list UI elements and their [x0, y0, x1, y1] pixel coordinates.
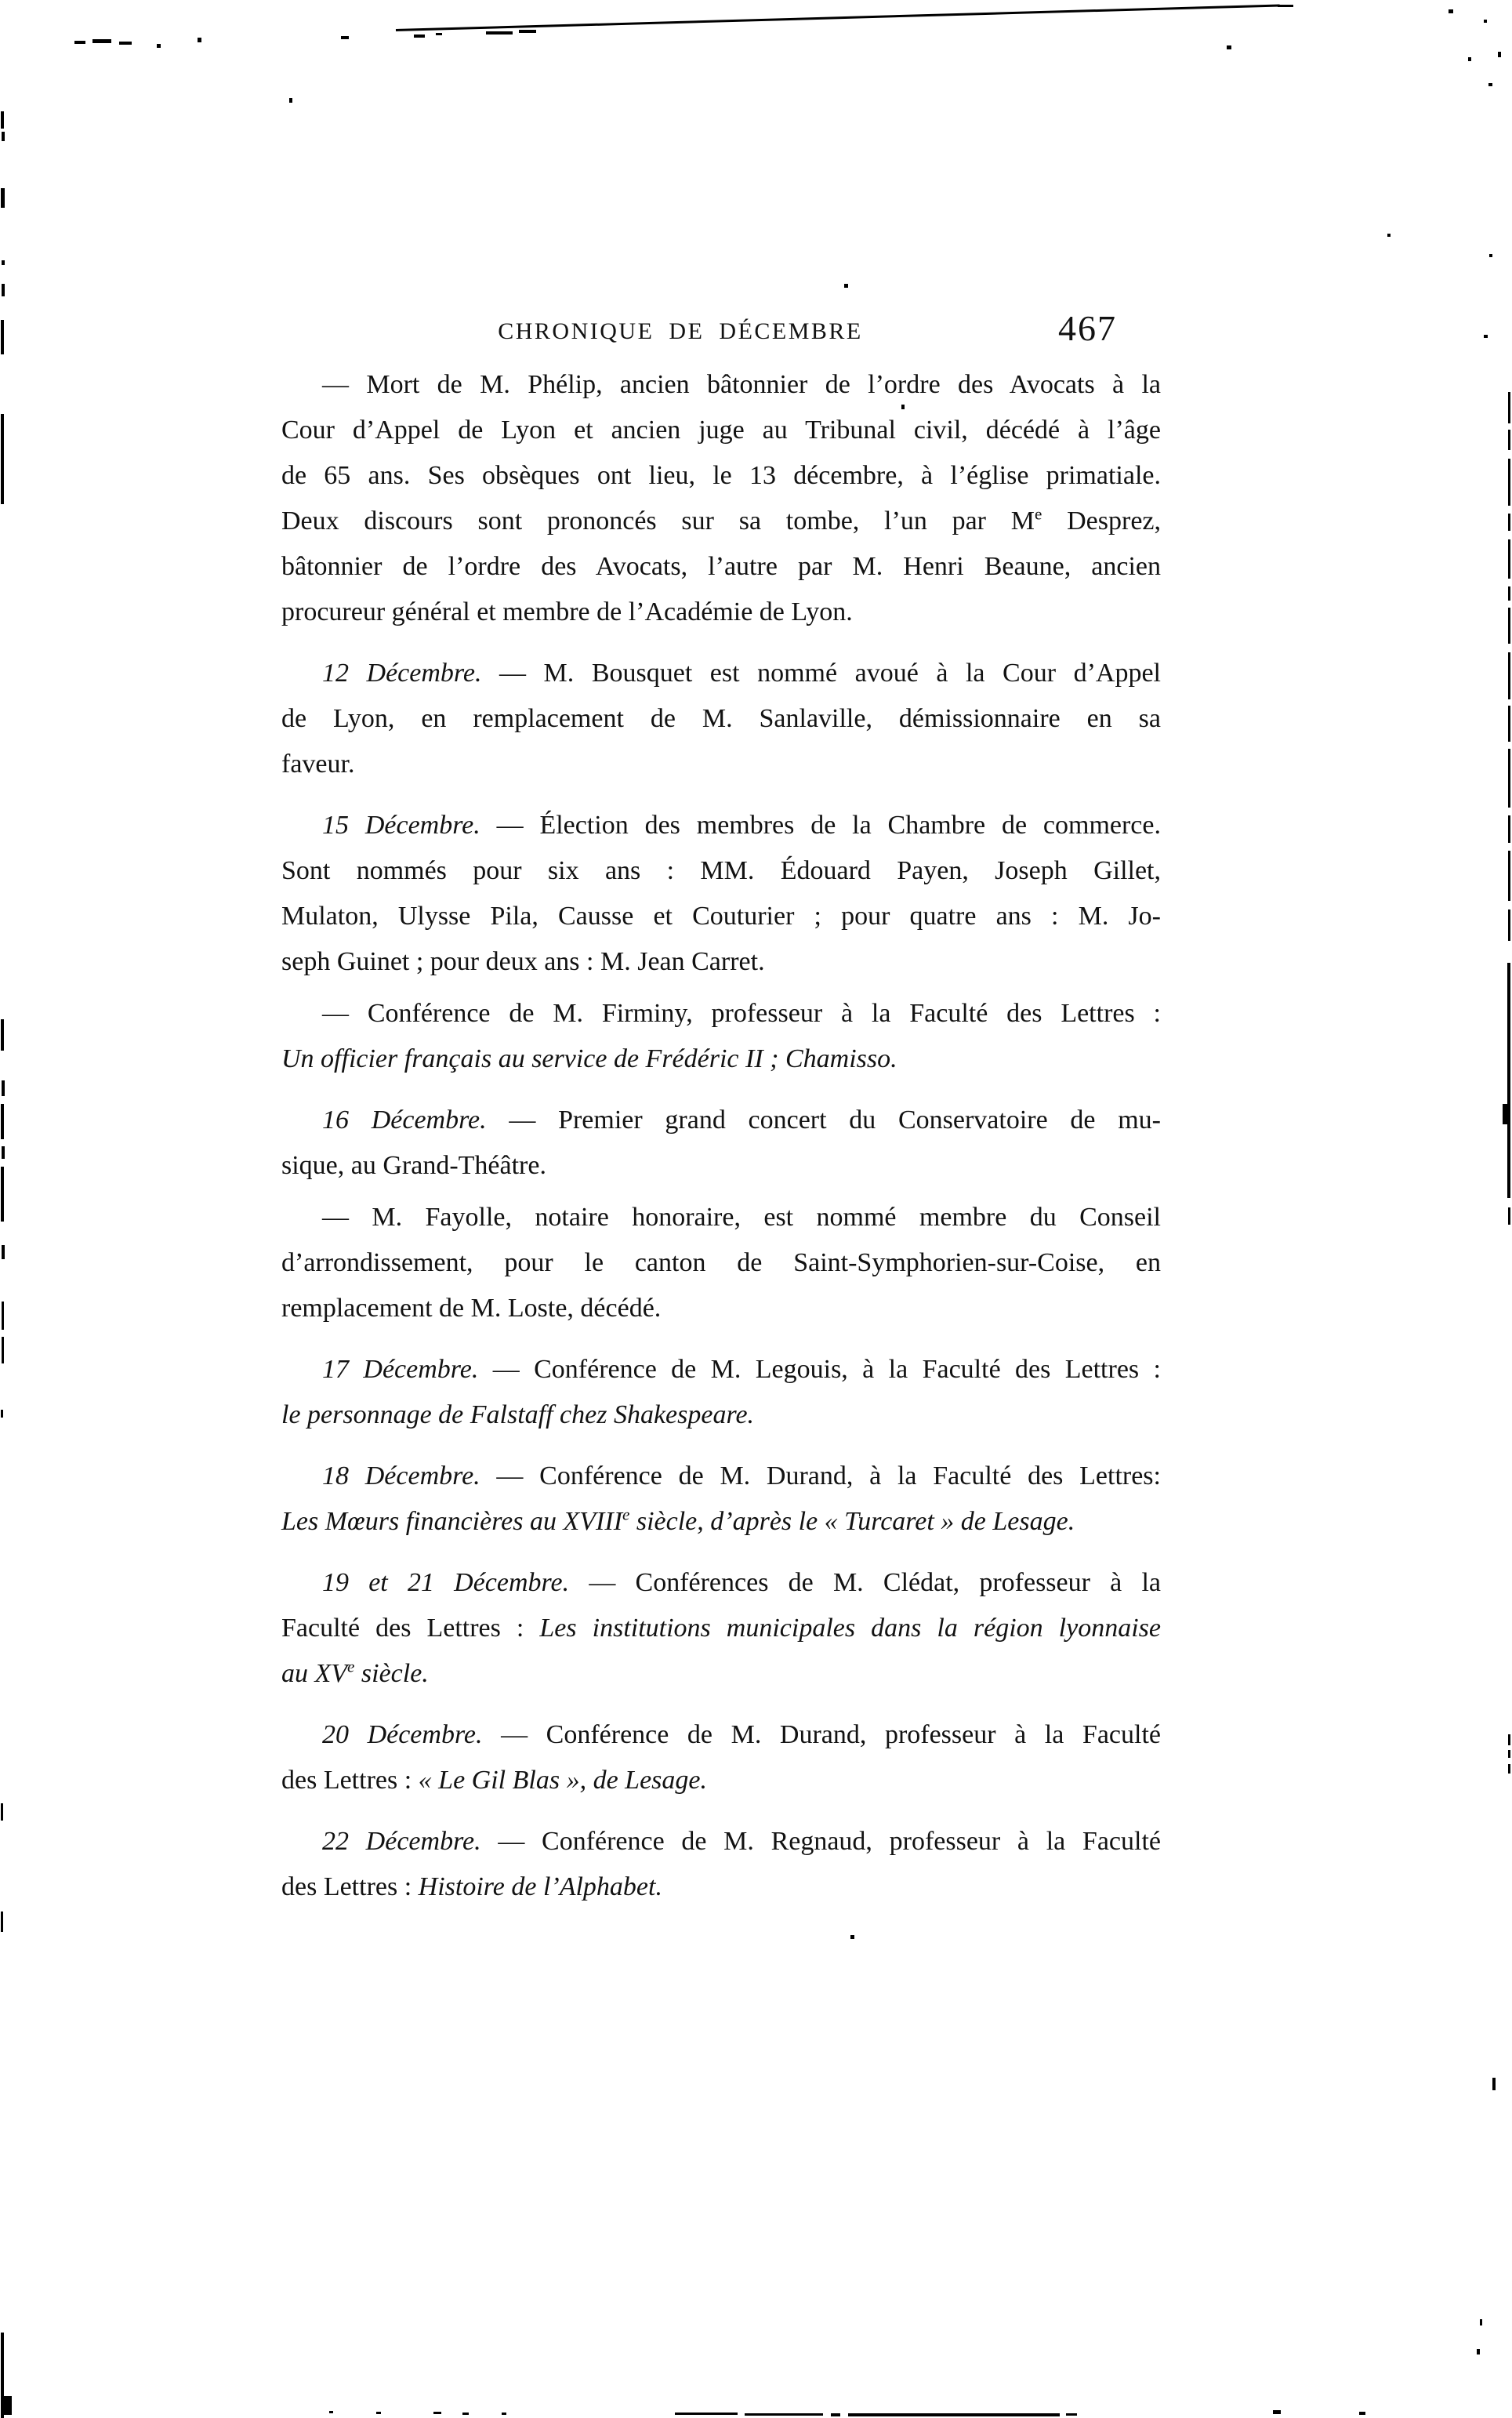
scan-mark: [396, 5, 1280, 31]
scan-mark: [850, 1935, 854, 1939]
body-text: seph Guinet ; pour deux ans : M. Jean Carret.: [281, 947, 765, 976]
chronicle-entry: [281, 1560, 1161, 1697]
body-text: remplacement de M. Loste, décédé.: [281, 1294, 662, 1323]
scan-mark: [376, 2412, 381, 2414]
text-line: [281, 1392, 1161, 1438]
scan-mark: [1273, 2410, 1281, 2414]
body-text: Faculté des Lettres :: [281, 1614, 540, 1643]
body-text: — Conférence de M. Durand, à la Faculté des Lettres:: [480, 1461, 1161, 1490]
text-line: [281, 499, 1161, 544]
text-line: [281, 1454, 1161, 1499]
text-line: [281, 1758, 1161, 1803]
scan-mark: [2, 260, 5, 265]
italic-text: Les institutions municipales dans la région lyonnaise: [539, 1614, 1161, 1643]
scan-mark: [433, 2412, 441, 2414]
scan-mark: [157, 44, 161, 48]
scan-mark: [1484, 335, 1488, 338]
text-line: [281, 362, 1161, 408]
body-text: — Mort de M. Phélip, ancien bâtonnier de l’ordre des Avocats à la: [322, 370, 1161, 399]
scan-mark: [1, 1410, 3, 1418]
running-head: CHRONIQUE DE DÉCEMBRE: [498, 318, 863, 344]
text-line: [281, 1037, 1161, 1082]
scan-mark: [436, 33, 442, 35]
text-line: [281, 1286, 1161, 1331]
text-line: [281, 1864, 1161, 1910]
body-text: — Premier grand concert du Conservatoire de mu-: [486, 1106, 1161, 1135]
text-line: [281, 1499, 1161, 1545]
italic-text: 17 Décembre.: [322, 1355, 479, 1384]
scan-mark: [1508, 749, 1510, 808]
text-line: [281, 408, 1161, 453]
italic-text: « Le Gil Blas », de Lesage.: [418, 1766, 707, 1795]
scan-mark: [2, 1080, 5, 1096]
scan-mark: [1477, 2349, 1480, 2354]
scan-mark: [1489, 254, 1492, 257]
scan-mark: [844, 284, 848, 288]
text-line: [281, 696, 1161, 742]
body-text: — Conférence de M. Firminy, professeur à la Faculté des Lettres :: [322, 999, 1161, 1028]
text-line: [281, 894, 1161, 939]
text-line: [281, 803, 1161, 848]
scan-mark: [2, 1146, 5, 1159]
italic-text: au XV: [281, 1659, 348, 1688]
scan-mark: [1503, 1104, 1510, 1124]
scan-mark: [486, 31, 513, 34]
italic-text: siècle.: [354, 1659, 429, 1688]
text-line: [281, 1240, 1161, 1286]
body-text: Mulaton, Ulysse Pila, Causse et Couturier ; pour quatre ans : M. Jo-: [281, 902, 1161, 931]
page-number: 467: [1058, 308, 1117, 348]
text-line: [281, 1143, 1161, 1189]
scan-mark: [1, 188, 5, 208]
scan-mark: [1508, 851, 1510, 901]
chronicle-entry: [281, 1347, 1161, 1438]
text-line: [281, 742, 1161, 787]
chronicle-entries: [281, 362, 1161, 1910]
scan-mark: [1, 1803, 3, 1821]
text-line: [281, 1712, 1161, 1758]
scan-mark: [341, 36, 349, 39]
body-text: bâtonnier de l’ordre des Avocats, l’autre par M. Henri Beaune, ancien: [281, 552, 1161, 581]
text-line: [281, 1098, 1161, 1143]
scan-mark: [1387, 234, 1391, 237]
body-text: des Lettres :: [281, 1872, 419, 1901]
scan-mark: [1449, 9, 1453, 13]
chronicle-entry: [281, 1712, 1161, 1803]
scan-mark: [74, 41, 85, 44]
scan-mark: [831, 2413, 840, 2416]
chronicle-entry: [281, 1454, 1161, 1545]
text-line: [281, 1347, 1161, 1392]
scan-mark: [1492, 2078, 1496, 2090]
text-line: [281, 544, 1161, 590]
scan-mark: [1508, 1750, 1510, 1758]
scan-mark: [329, 2411, 333, 2413]
scan-mark: [2, 1245, 5, 1259]
scan-mark: [675, 2413, 738, 2415]
body-text: Sont nommés pour six ans : MM. Édouard Payen, Joseph Gillet,: [281, 856, 1161, 885]
scan-mark: [1, 320, 4, 354]
italic-text: 15 Décembre.: [322, 811, 480, 840]
scan-mark: [848, 2413, 1060, 2416]
body-text: Desprez,: [1042, 506, 1161, 536]
chronicle-entry: [281, 991, 1161, 1082]
scan-mark: [1484, 20, 1487, 23]
scan-mark: [289, 98, 292, 103]
italic-text: Histoire de l’Alphabet.: [418, 1872, 662, 1901]
scan-mark: [462, 2413, 469, 2415]
scan-mark: [1468, 57, 1471, 61]
body-text: de 65 ans. Ses obsèques ont lieu, le 13 décembre, à l’église primatiale.: [281, 461, 1161, 490]
scan-mark: [745, 2413, 823, 2416]
body-text: e: [1035, 504, 1042, 524]
chronicle-entry: [281, 651, 1161, 787]
body-text: Deux discours sont prononcés sur sa tombe, l’un par M: [281, 506, 1035, 536]
scan-mark: [1508, 815, 1510, 843]
scan-mark: [414, 34, 425, 38]
chronicle-entry: [281, 1819, 1161, 1910]
body-text: sique, au Grand-Théâtre.: [281, 1151, 546, 1180]
scan-mark: [119, 42, 132, 45]
italic-text: le personnage de Falstaff chez Shakespeare.: [281, 1400, 755, 1429]
scan-mark: [2, 284, 5, 296]
scan-mark: [1508, 909, 1510, 941]
text-line: [281, 848, 1161, 894]
scan-mark: [1227, 45, 1231, 49]
scan-mark: [1508, 1764, 1510, 1774]
scan-mark: [1508, 652, 1510, 699]
text-line: [281, 1195, 1161, 1240]
body-text: des Lettres :: [281, 1766, 419, 1795]
chronicle-entry: [281, 1195, 1161, 1331]
scan-mark: [1508, 586, 1510, 601]
italic-text: Les Mœurs financières au XVIII: [281, 1507, 623, 1536]
scan-mark: [1508, 539, 1510, 579]
body-text: — Conférence de M. Durand, professeur à la Faculté: [482, 1720, 1161, 1749]
text-line: [281, 939, 1161, 985]
scan-mark: [2, 1337, 4, 1363]
body-text: faveur.: [281, 750, 355, 779]
scan-mark: [1508, 1734, 1510, 1745]
body-text: — M. Fayolle, notaire honoraire, est nommé membre du Conseil: [322, 1203, 1161, 1232]
italic-text: 20 Décembre.: [322, 1720, 483, 1749]
scan-mark: [1, 1104, 4, 1139]
scan-mark: [1488, 83, 1492, 86]
text-line: [281, 1651, 1161, 1697]
text-line: [281, 1560, 1161, 1606]
scan-mark: [1508, 392, 1510, 423]
scan-mark: [1508, 608, 1510, 644]
scan-mark: [1, 1167, 4, 1222]
scan-mark: [1507, 963, 1510, 1198]
scan-mark: [2, 2396, 12, 2415]
scan-mark: [1, 111, 4, 129]
body-text: — Conférence de M. Regnaud, professeur à la Faculté: [480, 1827, 1161, 1856]
italic-text: Un officier français au service de Frédéric II ; Chamisso.: [281, 1044, 897, 1073]
page-header: [281, 308, 1161, 353]
scan-mark: [519, 30, 536, 33]
body-text: de Lyon, en remplacement de M. Sanlaville, démissionnaire en sa: [281, 704, 1161, 733]
scan-mark: [1359, 2412, 1365, 2415]
body-text: procureur général et membre de l’Académie de Lyon.: [281, 597, 853, 626]
italic-text: 18 Décembre.: [322, 1461, 480, 1490]
italic-text: 16 Décembre.: [322, 1106, 487, 1135]
scan-mark: [1508, 706, 1510, 742]
italic-text: e: [347, 1657, 355, 1676]
body-text: Cour d’Appel de Lyon et ancien juge au Tribunal civil, décédé à l’âge: [281, 416, 1161, 445]
scan-mark: [1508, 459, 1510, 506]
body-text: — Conférence de M. Legouis, à la Faculté des Lettres :: [478, 1355, 1161, 1384]
text-line: [281, 1606, 1161, 1651]
body-text: — Élection des membres de la Chambre de commerce.: [480, 811, 1161, 840]
body-text: — Conférences de M. Clédat, professeur à la: [569, 1568, 1161, 1597]
scan-mark: [92, 39, 111, 43]
chronicle-entry: [281, 1098, 1161, 1189]
scan-mark: [198, 38, 201, 42]
text-line: [281, 991, 1161, 1037]
scan-mark: [1, 414, 4, 504]
italic-text: 19 et 21 Décembre.: [322, 1568, 570, 1597]
italic-text: 22 Décembre.: [322, 1827, 481, 1856]
scan-mark: [1, 1019, 4, 1051]
body-text: — M. Bousquet est nommé avoué à la Cour d’Appel: [481, 659, 1161, 688]
text-line: [281, 590, 1161, 635]
scan-mark: [1480, 2319, 1482, 2325]
italic-text: siècle, d’après le « Turcaret » de Lesage.: [629, 1507, 1075, 1536]
chronicle-entry: [281, 803, 1161, 985]
chronicle-entry: [281, 362, 1161, 635]
scan-mark: [1508, 430, 1510, 450]
scan-mark: [901, 405, 905, 409]
scan-mark: [1, 1912, 3, 1932]
scan-mark: [1508, 514, 1510, 531]
body-text: d’arrondissement, pour le canton de Saint-Symphorien-sur-Coise, en: [281, 1248, 1161, 1277]
scan-mark: [1498, 52, 1501, 57]
scan-mark: [1278, 5, 1293, 7]
text-line: [281, 453, 1161, 499]
scan-mark: [1066, 2413, 1077, 2416]
text-column: [281, 308, 1161, 1910]
scan-mark: [502, 2413, 506, 2415]
scan-mark: [2, 1302, 4, 1330]
italic-text: e: [622, 1505, 630, 1524]
scan-mark: [1508, 1207, 1510, 1225]
text-line: [281, 651, 1161, 696]
italic-text: 12 Décembre.: [322, 659, 482, 688]
scan-mark: [2, 132, 5, 141]
text-line: [281, 1819, 1161, 1864]
